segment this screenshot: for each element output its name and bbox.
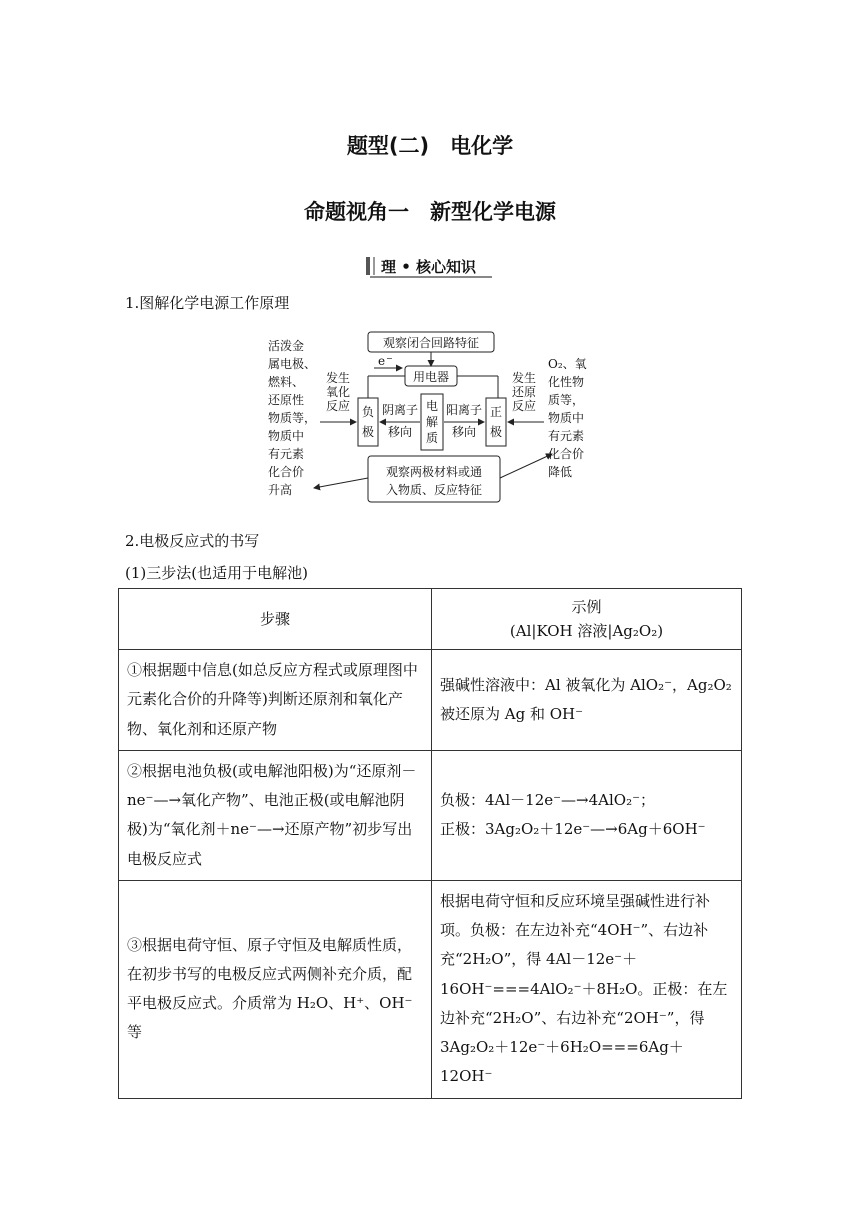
banner-bar-icon bbox=[366, 257, 370, 275]
col2-header-line2: (Al|KOH 溶液|Ag₂O₂) bbox=[509, 622, 664, 640]
col1-header: 步骤 bbox=[119, 589, 432, 650]
battery-principle-diagram bbox=[262, 328, 602, 508]
device-label: 用电器 bbox=[412, 370, 450, 384]
left-note-6: 物质中 bbox=[268, 429, 305, 443]
page-subtitle: 命题视角一 新型化学电源 bbox=[304, 200, 556, 224]
left-note-4: 还原性 bbox=[268, 393, 305, 407]
section1-heading: 1.图解化学电源工作原理 bbox=[125, 294, 290, 312]
example-cell: 根据电荷守恒和反应环境呈强碱性进行补项。负极：在左边补充“4OH⁻”、右边补充“2H₂O”，得 4Al－12e⁻＋16OH⁻===4AlO₂⁻＋8H₂O。正极：在左边补充“2H₂O”、右边补充“2OH⁻”，得 3Ag₂O₂＋12e⁻＋6H₂O===6Ag＋12OH⁻ bbox=[432, 880, 742, 1098]
step-cell: ①根据题中信息(如总反应方程式或原理图中元素化合价的升降等)判断还原剂和氧化产物、氧化剂和还原产物 bbox=[119, 650, 432, 751]
banner-bar-icon bbox=[373, 257, 375, 275]
reduction-label-2: 还原 bbox=[512, 385, 537, 399]
pos-char-2: 极 bbox=[489, 425, 503, 439]
table-row bbox=[119, 650, 742, 751]
reduction-label-3: 反应 bbox=[512, 399, 537, 413]
left-note-7: 有元素 bbox=[268, 447, 305, 461]
right-note-2: 化性物 bbox=[548, 375, 585, 389]
oxidation-label-2: 氧化 bbox=[326, 385, 351, 399]
left-note-2: 属电极、 bbox=[268, 357, 317, 371]
electrolyte-char-3: 质 bbox=[425, 431, 439, 445]
left-note-3: 燃料、 bbox=[268, 375, 305, 389]
step-cell: ②根据电池负极(或电解池阳极)为“还原剂－ne⁻—→氧化产物”、电池正极(或电解池阴极)为“氧化剂＋ne⁻—→还原产物”初步写出电极反应式 bbox=[119, 750, 432, 880]
table-header-row bbox=[119, 589, 742, 650]
banner-label: 理 • 核心知识 bbox=[381, 257, 477, 276]
col2-header-line1: 示例 bbox=[571, 598, 602, 616]
cation-label-2: 移向 bbox=[451, 425, 477, 439]
example-cell: 强碱性溶液中：Al 被氧化为 AlO₂⁻，Ag₂O₂ 被还原为 Ag 和 OH⁻ bbox=[432, 650, 742, 751]
anion-label-2: 移向 bbox=[387, 425, 413, 439]
right-note-7: 降低 bbox=[548, 465, 573, 479]
page-title: 题型(二) 电化学 bbox=[346, 134, 514, 158]
section2-heading: 2.电极反应式的书写 bbox=[125, 532, 260, 550]
pos-char-1: 正 bbox=[489, 405, 503, 419]
banner-underline bbox=[370, 276, 492, 278]
electrolyte-char-1: 电 bbox=[425, 399, 439, 413]
table-row bbox=[119, 880, 742, 1098]
example-negative: 负极：4Al－12e⁻—→4AlO₂⁻； bbox=[440, 791, 656, 809]
right-note-4: 物质中 bbox=[548, 411, 585, 425]
oxidation-label-3: 反应 bbox=[326, 399, 351, 413]
col2-header bbox=[432, 589, 742, 650]
electron-label: e bbox=[378, 354, 386, 368]
right-note-6: 化合价 bbox=[548, 447, 585, 461]
left-note-9: 升高 bbox=[268, 483, 293, 497]
reduction-label-1: 发生 bbox=[512, 371, 537, 385]
steps-table bbox=[118, 588, 742, 1099]
step-cell: ③根据电荷守恒、原子守恒及电解质性质，在初步书写的电极反应式两侧补充介质，配平电极反应式。介质常为 H₂O、H⁺、OH⁻等 bbox=[119, 880, 432, 1098]
example-positive: 正极：3Ag₂O₂＋12e⁻—→6Ag＋6OH⁻ bbox=[440, 820, 706, 839]
cation-label-1: 阳离子 bbox=[445, 403, 483, 417]
neg-char-1: 负 bbox=[361, 405, 375, 419]
left-note-8: 化合价 bbox=[268, 465, 305, 479]
left-note-1: 活泼金 bbox=[268, 339, 305, 353]
electron-charge: − bbox=[386, 354, 393, 363]
bottom-box-line1: 观察两极材料或通 bbox=[385, 465, 483, 479]
section-banner bbox=[366, 254, 492, 278]
anion-label-1: 阴离子 bbox=[381, 403, 419, 417]
table-row bbox=[119, 750, 742, 880]
top-box-label: 观察闭合回路特征 bbox=[382, 336, 480, 350]
left-note-5: 物质等， bbox=[268, 411, 317, 425]
right-note-5: 有元素 bbox=[548, 429, 585, 443]
example-cell bbox=[432, 750, 742, 880]
neg-char-2: 极 bbox=[361, 425, 375, 439]
oxidation-label-1: 发生 bbox=[326, 371, 351, 385]
electrolyte-char-2: 解 bbox=[425, 415, 439, 429]
section2-subheading: (1)三步法(也适用于电解池) bbox=[125, 564, 308, 582]
bottom-box-line2: 入物质、反应特征 bbox=[385, 483, 483, 497]
right-note-3: 质等， bbox=[548, 393, 585, 407]
right-note-1: O₂、氧 bbox=[548, 357, 587, 371]
